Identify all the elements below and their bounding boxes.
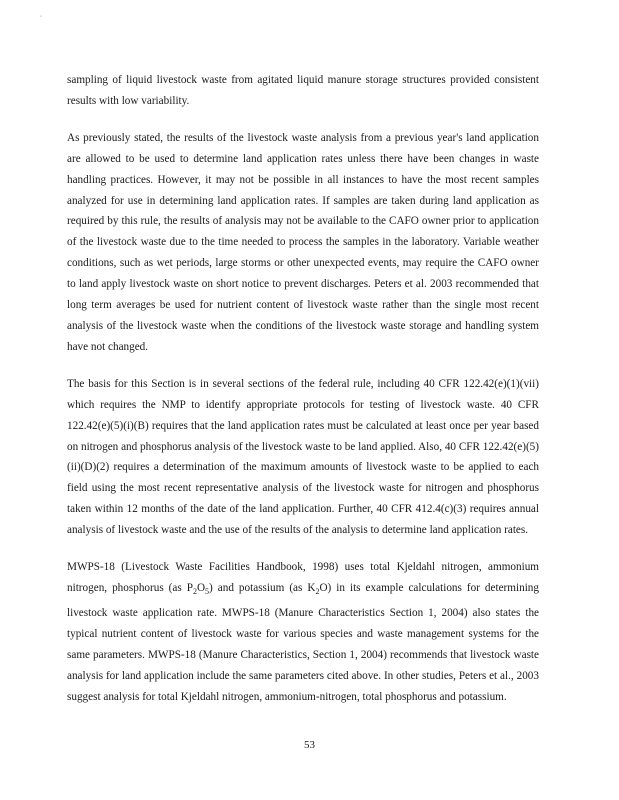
paragraph-4-text: O) in its example calculations for determining livestock waste application rate. MWPS-18 (Manure Characteristics Section 1, 2004) also states the typical nutrient content of livestock waste for various species and waste management systems for the same parameters. MWPS-18 (Manure Characteristics, Section 1, 2004) recommends that livestock waste analysis for land application include the same parameters cited above. In other studies, Peters et al., 2003 suggest analysis for total Kjeldahl nitrogen, ammonium-nitrogen, total phosphorus and potassium. bbox=[67, 581, 539, 703]
paragraph-1: sampling of liquid livestock waste from agitated liquid manure storage structures provided consistent results with low variability. bbox=[67, 74, 539, 107]
subscript: 5 bbox=[205, 587, 210, 597]
paragraph-4 bbox=[67, 557, 539, 708]
subscript: 2 bbox=[315, 587, 320, 597]
paragraph-4-text: ) and potassium (as K bbox=[209, 581, 316, 594]
subscript: 2 bbox=[192, 587, 197, 597]
page-body bbox=[67, 70, 539, 724]
paragraph-4-text: MWPS-18 (Livestock Waste Facilities Handbook, 1998) uses total Kjeldahl nitrogen, ammonium nitrogen, phosphorus (as P bbox=[67, 561, 539, 594]
scan-mark: ◦ bbox=[40, 14, 43, 20]
paragraph-4-text: O bbox=[196, 581, 206, 594]
paragraph-2: As previously stated, the results of the livestock waste analysis from a previous year's land application are allowed to be used to determine land application rates unless there have been changes in waste handling practices. However, it may not be possible in all instances to have the most recent samples analyzed for use in determining land application rates. If samples are taken during land application as required by this rule, the results of analysis may not be available to the CAFO owner prior to application of the livestock waste due to the time needed to process the samples in the laboratory. Variable weather conditions, such as wet periods, large storms or other unexpected events, may require the CAFO owner to land apply livestock waste on short notice to prevent discharges. Peters et al. 2003 recommended that long term averages be used for nutrient content of livestock waste rather than the single most recent analysis of the livestock waste when the conditions of the livestock waste storage and handling system have not changed. bbox=[67, 131, 539, 353]
page-number: 53 bbox=[304, 739, 315, 751]
paragraph-3: The basis for this Section is in several sections of the federal rule, including 40 CFR 122.42(e)(1)(vii) which requires the NMP to identify appropriate protocols for testing of livestock waste. 40 CFR 122.42(e)(5)(i)(B) requires that the land application rates must be calculated at least once per year based on nitrogen and phosphorus analysis of the livestock waste to be land applied. Also, 40 CFR 122.42(e)(5)(ii)(D)(2) requires a determination of the maximum amounts of livestock waste to be applied to each field using the most recent representative analysis of the livestock waste for nitrogen and phosphorus taken within 12 months of the date of the land application. Further, 40 CFR 412.4(c)(3) requires annual analysis of livestock waste and the use of the results of the analysis to determine land application rates. bbox=[67, 377, 539, 537]
